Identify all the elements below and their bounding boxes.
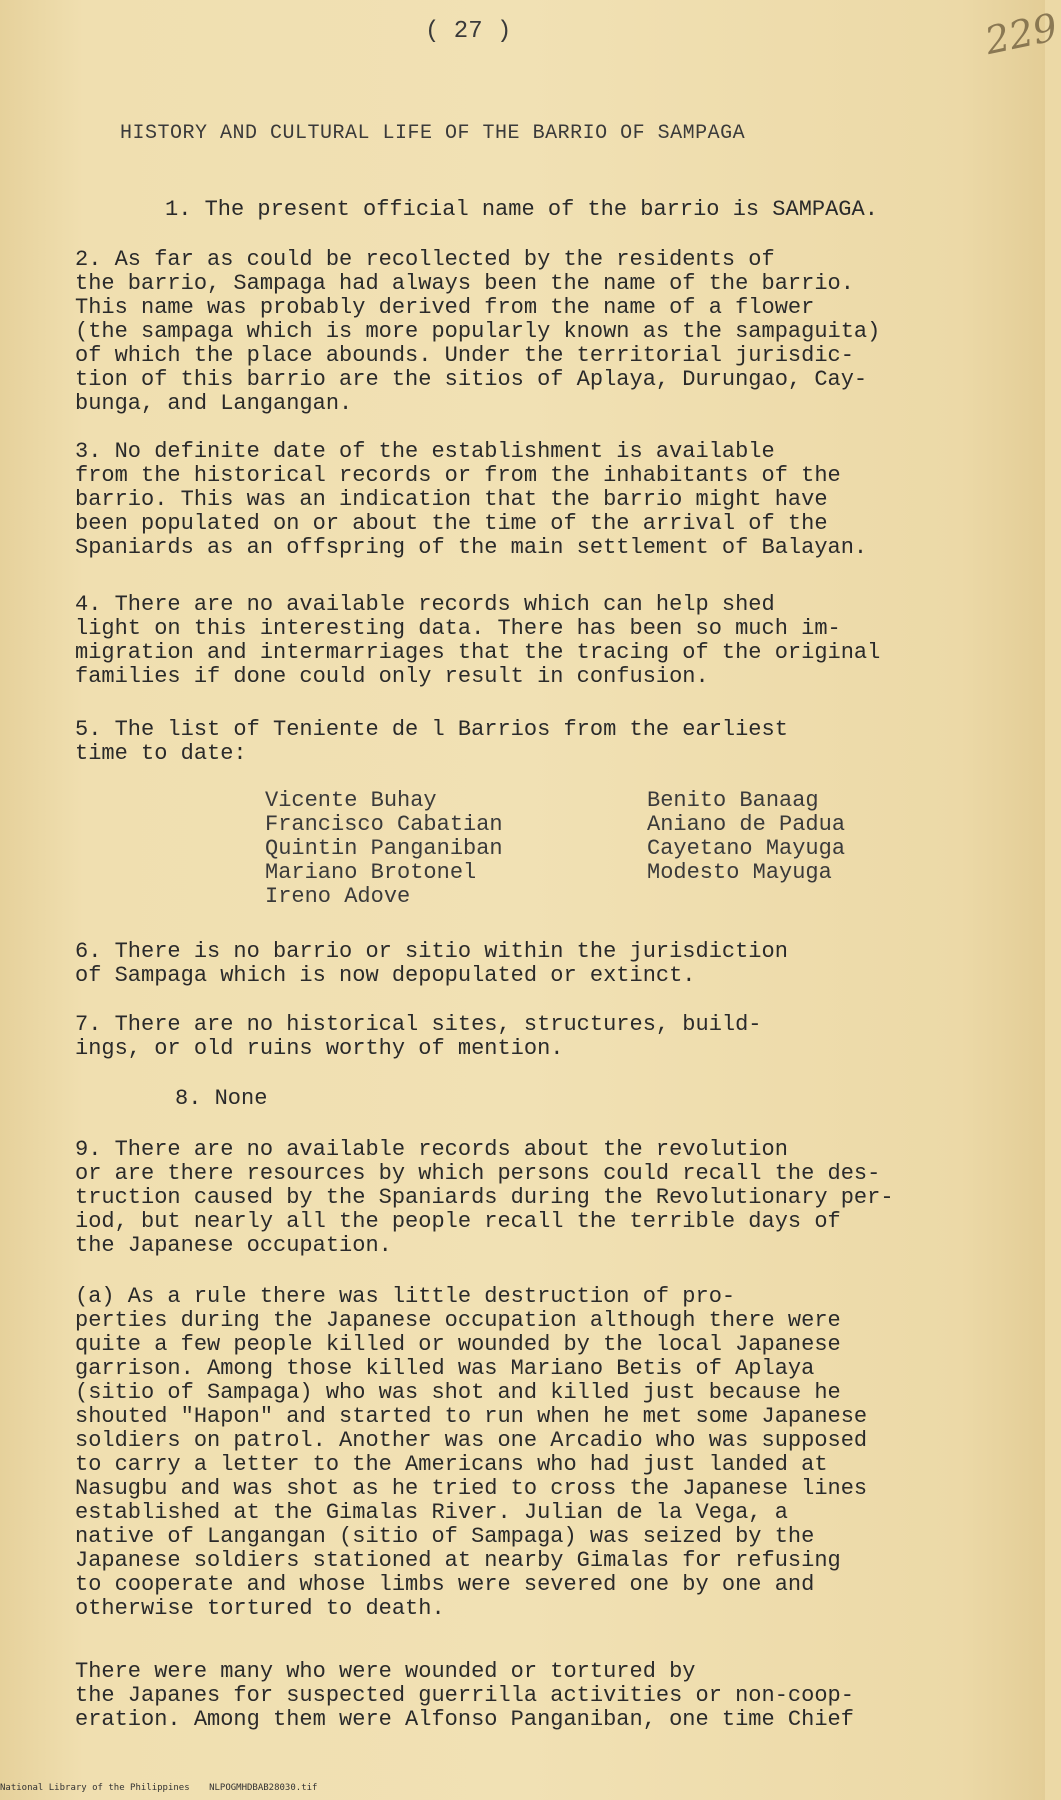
document-title: HISTORY AND CULTURAL LIFE OF THE BARRIO OF SAMPAGA bbox=[120, 122, 746, 145]
teniente-name: Ireno Adove bbox=[265, 884, 411, 909]
page-number: ( 27 ) bbox=[425, 18, 512, 45]
archive-stamp-number: 229 bbox=[981, 4, 1061, 64]
paragraph-4: 4. There are no available records which can help shed light on this interesting data. There has been so much im- migration and intermarriages that the tracing of the original families if done could only result in confusion. bbox=[75, 592, 881, 689]
teniente-name: Aniano de Padua bbox=[647, 812, 846, 837]
paragraph-3: 3. No definite date of the establishment is available from the historical records or from the inhabitants of the barrio. This was an indication that the barrio might have been populated on or about the time of the arrival of the Spaniards as an offspring of the main settlement of Balayan. bbox=[75, 439, 868, 560]
paragraph-10: There were many who were wounded or tortured by the Japanes for suspected guerrilla activities or non-coop- eration. Among them were Alfonso Panganiban, one time Chief bbox=[75, 1659, 854, 1732]
teniente-list-left bbox=[265, 789, 503, 909]
paragraph-7: 7. There are no historical sites, structures, build- ings, or old ruins worthy of mention. bbox=[75, 1012, 762, 1061]
teniente-name: Vicente Buhay bbox=[265, 788, 437, 813]
paragraph-9: 9. There are no available records about the revolution or are there resources by which persons could recall the des- truction caused by the Spaniards during the Revolutionary per- iod, but nearly all the people recall the terrible days of the Japanese occupation. bbox=[75, 1137, 894, 1258]
teniente-name: Cayetano Mayuga bbox=[647, 836, 846, 861]
paragraph-6: 6. There is no barrio or sitio within the jurisdiction of Sampaga which is now depopulated or extinct. bbox=[75, 939, 788, 988]
paragraph-1: 1. The present official name of the barrio is SAMPAGA. bbox=[165, 197, 878, 222]
scan-footer bbox=[0, 1783, 331, 1793]
teniente-name: Quintin Panganiban bbox=[265, 836, 503, 861]
paragraph-8: 8. None bbox=[175, 1086, 268, 1111]
paragraph-9a: (a) As a rule there was little destruction of pro- perties during the Japanese occupation although there were quite a few people killed or wounded by the local Japanese garrison. Among those killed was Mariano Betis of Aplaya (sitio of Sampaga) who was shot and killed just because he shouted "Hapon" and started to run when he met some Japanese soldiers on patrol. Another was one Arcadio who was supposed to carry a letter to the Americans who had just landed at Nasugbu and was shot as he tried to cross the Japanese lines established at the Gimalas River. Julian de la Vega, a native of Langangan (sitio of Sampaga) was seized by the Japanese soldiers stationed at nearby Gimalas for refusing to cooperate and whose limbs were severed one by one and otherwise tortured to death. bbox=[75, 1284, 868, 1621]
footer-file: NLPOGMHDBAB28030.tif bbox=[209, 1783, 318, 1793]
teniente-list-right bbox=[647, 789, 845, 885]
teniente-name: Mariano Brotonel bbox=[265, 860, 477, 885]
teniente-name: Benito Banaag bbox=[647, 788, 819, 813]
teniente-name: Francisco Cabatian bbox=[265, 812, 503, 837]
footer-library: National Library of the Philippines bbox=[0, 1783, 190, 1793]
teniente-name: Modesto Mayuga bbox=[647, 860, 832, 885]
paragraph-2: 2. As far as could be recollected by the residents of the barrio, Sampaga had always been the name of the barrio. This name was probably derived from the name of a flower (the sampaga which is more popularly known as the sampaguita) of which the place abounds. Under the territorial jurisdic- tion of this barrio are the sitios of Aplaya, Durungao, Cay- bunga, and Langangan. bbox=[75, 247, 881, 416]
paragraph-5: 5. The list of Teniente de l Barrios from the earliest time to date: bbox=[75, 717, 788, 766]
